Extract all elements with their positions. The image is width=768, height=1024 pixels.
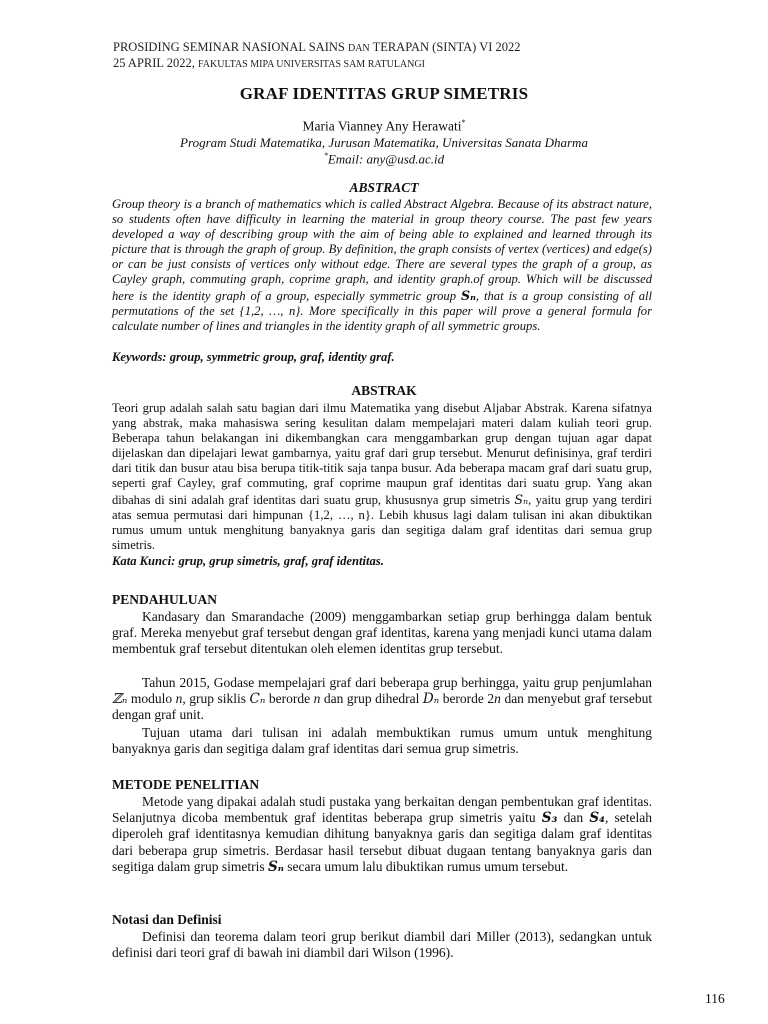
- metode-text-c: , setelah diperoleh graf identitasnya kemudian dihitung banyaknya garis dan segitiga dalam graf identitas dari beberapa grup simetris. Berdasar hasil tersebut dibuat dugaan tentang banyaknya garis dan segitiga dalam grup simetris: [112, 810, 653, 874]
- header-proceedings-name: PROSIDING SEMINAR NASIONAL SAINS: [113, 40, 345, 54]
- p2-text-c: , grup siklis: [182, 691, 247, 707]
- symbol-sn: Sₙ: [267, 858, 284, 875]
- header-conjunction: DAN: [347, 43, 370, 54]
- subsection-heading-notasi: Notasi dan Definisi: [112, 912, 222, 927]
- symbol-zn: ℤₙ: [112, 691, 128, 708]
- abstract-text-a: Group theory is a branch of mathematics which is called Abstract Algebra. Because of its abstract nature, so students often have difficulty in learning the material in group theory course. The past few years developed a way of describing group with the aim of being able to explained and learned through its picture that is through the graph of group. By definition, the graph consists of vertex (vertices) and edge(s) or can be just consists of vertices only without edge. There are several types the graph of a group, as Cayley graph, commuting graph, coprime graph, and identity graph.of group. Which will be discussed here is the identity graph of a group, especially symmetric group: [112, 197, 652, 303]
- p2-var-n2: n: [313, 691, 321, 707]
- metode-paragraph-1: [112, 794, 652, 875]
- pendahuluan-paragraph-1: Kandasary dan Smarandache (2009) menggambarkan setiap grup berhingga dalam bentuk graf. Mereka menyebut graf tersebut dengan graf identitas, karena yang menjadi kunci utama dalam membentuk graf tersebut ditentukan oleh elemen identitas grup tersebut.: [112, 609, 652, 657]
- author-name: Maria Vianney Any Herawati: [302, 118, 462, 134]
- p2-text-g: dan menyebut graf tersebut dengan graf unit.: [112, 691, 653, 723]
- abstrak-body: [112, 401, 652, 553]
- abstrak-text-a: Teori grup adalah salah satu bagian dari ilmu Matematika yang disebut Aljabar Abstrak. Karena sifatnya yang abstrak, maka mahasiswa sering kesulitan dalam mempelajari materi dalam kuliah teori grup. Beberapa tahun belakangan ini dikembangkan cara menggambarkan grup dengan tujuan agar dapat dijelaskan dan dipelajari lewat gambarnya, yaitu graf dari grup tersebut. Menurut definisinya, graf terdiri dari titik dan busur atau bisa berupa titik-titik saja tanpa busur. Ada beberapa macam graf dari suatu grup, seperti graf Cayley, graf commuting, graf coprime maupun graf identitas dari suatu grup. Yang akan dibahas di sini adalah graf identitas dari suatu grup, khususnya grup simetris: [112, 401, 652, 507]
- header-line-1: [113, 40, 521, 56]
- header-date: 25 APRIL 2022,: [113, 56, 195, 70]
- author-affiliation: Program Studi Matematika, Jurusan Matematika, Universitas Sanata Dharma: [180, 135, 588, 150]
- p2-text-b: modulo: [130, 691, 173, 707]
- abstrak-keywords: Kata Kunci: grup, grup simetris, graf, graf identitas.: [112, 554, 384, 568]
- header-host: FAKULTAS MIPA UNIVERSITAS SAM RATULANGI: [197, 59, 425, 70]
- p2-text-a: Tahun 2015, Godase mempelajari graf dari beberapa grup berhingga, yaitu grup penjumlahan: [142, 675, 652, 690]
- email-text: Email: any@usd.ac.id: [327, 151, 445, 167]
- abstract-keywords: Keywords: group, symmetric group, graf, identity graf.: [112, 350, 395, 364]
- abstrak-heading: ABSTRAK: [351, 383, 417, 398]
- page-number: 116: [705, 991, 725, 1006]
- metode-text-d: secara umum lalu dibuktikan rumus umum tersebut.: [287, 858, 569, 874]
- author-line: [0, 118, 768, 135]
- metode-text-b: dan: [563, 810, 584, 826]
- notasi-paragraph-1: Definisi dan teorema dalam teori grup berikut diambil dari Miller (2013), sedangkan untuk definisi dari teori graf di bawah ini diambil dari Wilson (1996).: [112, 929, 652, 961]
- p2-var-n1: n: [175, 691, 183, 707]
- pendahuluan-paragraph-2: [112, 675, 652, 724]
- p2-var-n3: n: [494, 691, 501, 707]
- abstrak-symbol-sn: Sₙ: [514, 491, 529, 507]
- author-mark: *: [461, 118, 466, 127]
- abstract-body: [112, 197, 652, 334]
- abstract-heading: ABSTRACT: [349, 180, 419, 195]
- email-mark: *: [323, 151, 328, 160]
- abstract-symbol-sn: Sₙ: [461, 287, 476, 303]
- header-line-2: [113, 56, 521, 72]
- pendahuluan-paragraph-3: Tujuan utama dari tulisan ini adalah membuktikan rumus umum untuk menghitung banyaknya garis dan segitiga dalam graf identitas dari semua grup simetris.: [112, 725, 652, 757]
- author-email: [0, 151, 768, 167]
- header-event-name: TERAPAN (SINTA) VI 2022: [372, 40, 521, 54]
- section-heading-metode: METODE PENELITIAN: [112, 777, 260, 792]
- proceedings-header: [113, 40, 521, 72]
- symbol-s4: S₄: [589, 810, 605, 827]
- symbol-s3: S₃: [541, 810, 558, 827]
- abstract-text-b: , that is a group consisting of all permutations of the set {1,2, …, n}. More specifically in this paper will prove a general formula for calculate number of lines and triangles in the identity graph of all symmetric groups.: [112, 288, 652, 333]
- symbol-cn: Cₙ: [249, 691, 266, 708]
- p2-text-e: dan grup dihedral: [323, 691, 420, 707]
- p2-text-f: berorde 2: [442, 691, 495, 707]
- p2-text-d: berorde: [268, 691, 311, 707]
- section-heading-pendahuluan: PENDAHULUAN: [112, 592, 218, 607]
- paper-title: GRAF IDENTITAS GRUP SIMETRIS: [239, 84, 529, 103]
- symbol-dn: Dₙ: [422, 691, 440, 708]
- abstrak-text-b: , yaitu grup yang terdiri atas semua permutasi dari himpunan {1,2, …, n}. Lebih khusus lagi dalam tulisan ini akan dibuktikan rumus umum untuk menghitung banyaknya garis dan segitiga dalam graf identitas dari semua grup simetris.: [112, 492, 653, 552]
- metode-text-a: Metode yang dipakai adalah studi pustaka yang berkaitan dengan pembentukan graf identitas. Selanjutnya dicoba membentuk graf identitas beberapa grup simetris yaitu: [112, 794, 652, 826]
